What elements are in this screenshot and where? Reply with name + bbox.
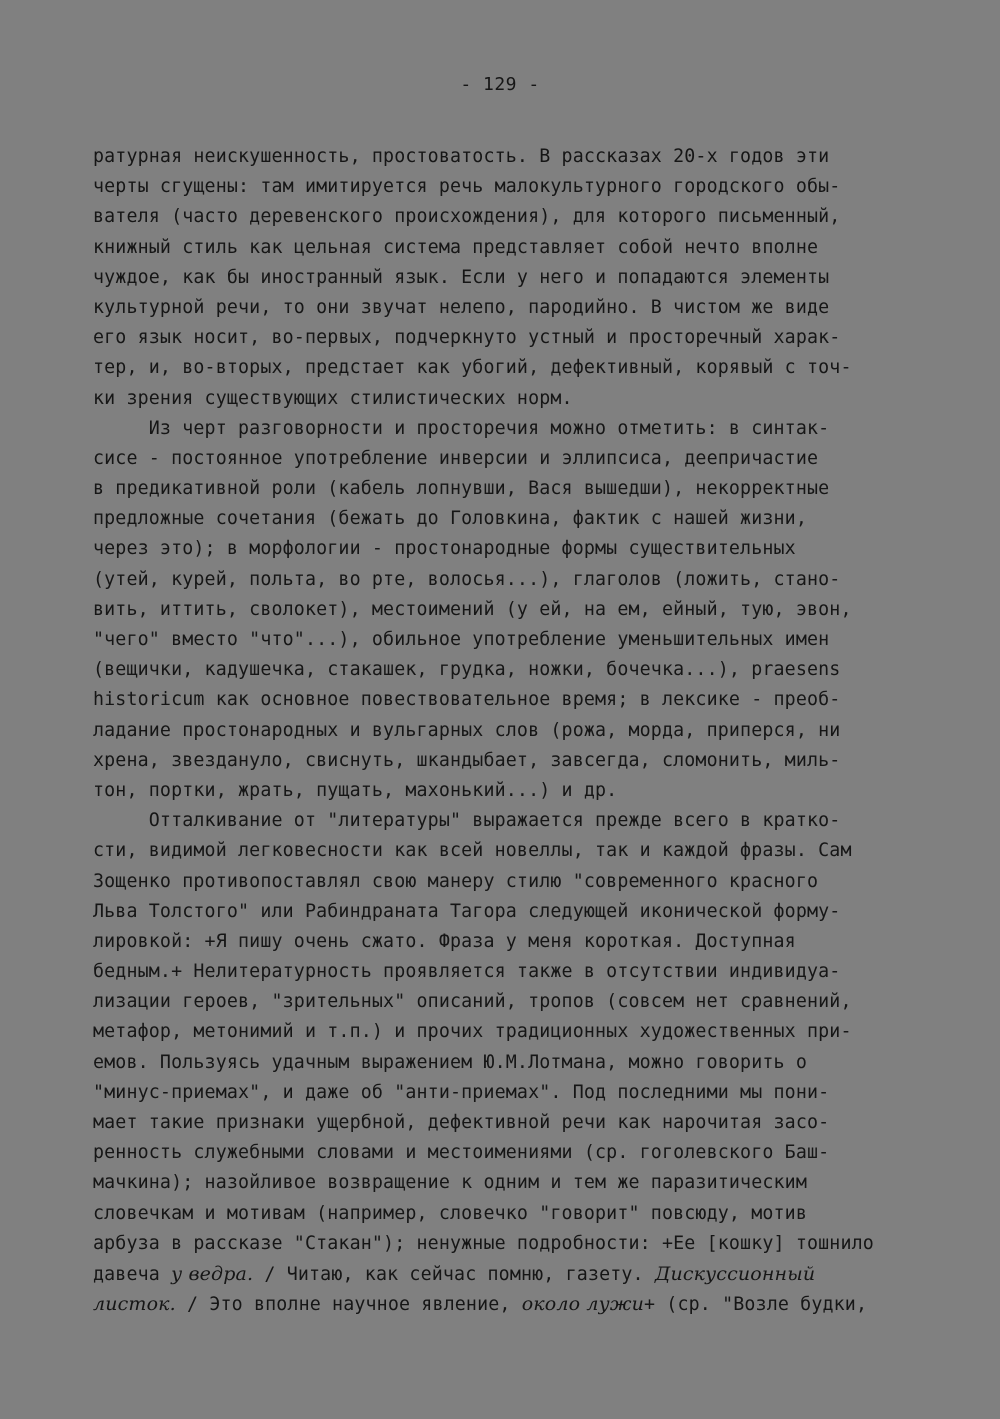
italic-quote: Дискуссионный [654, 1262, 816, 1285]
text-line: мает такие признаки ущербной, дефективной речи как нарочитая засо- [93, 1112, 830, 1133]
text-line: чуждое, как бы иностранный язык. Если у него и попадаются элементы [93, 266, 830, 288]
text-line: вателя (часто деревенского происхождения), для которого письменный, [93, 206, 841, 228]
text-line: ратурная неискушенность, простоватость. В рассказах 20-х годов эти [93, 146, 830, 167]
text-line: мачкина); назойливое возвращение к одним и тем же паразитическим [93, 1172, 807, 1194]
body-text [93, 142, 933, 1319]
text-line: ладание простонародных и вульгарных слов (рожа, морда, приперся, ни [93, 719, 841, 741]
italic-quote: листок. [93, 1293, 176, 1316]
text-line: культурной речи, то они звучат нелепо, пародийно. В чистом же виде [93, 296, 830, 318]
text-line: метафор, метонимий и т.п.) и прочих традиционных художественных при- [93, 1021, 852, 1043]
text-line: лизации героев, "зрительных" описаний, тропов (совсем нет сравнений, [93, 991, 852, 1013]
italic-quote: около лужи [521, 1293, 644, 1316]
text-line: Отталкивание от "литературы" выражается прежде всего в кратко- [93, 810, 841, 832]
text-line: (вещички, кадушечка, стакашек, грудка, ножки, бочечка...), praesens [93, 659, 841, 681]
text-segment: + (ср. "Возле будки, [643, 1294, 868, 1316]
text-line: хрена, звездануло, свиснуть, шкандыбает, завсегда, сломонить, миль- [93, 749, 841, 771]
text-line: его язык носит, во-первых, подчеркнуто устный и просторечный харак- [93, 327, 841, 349]
text-segment: / Это вполне научное явление, [175, 1294, 522, 1316]
text-line: арбуза в рассказе "Стакан"); ненужные подробности: +Ее [кошку] тошнило [93, 1232, 874, 1254]
text-line: емов. Пользуясь удачным выражением Ю.М.Лотмана, можно говорить о [93, 1051, 807, 1073]
text-line-mixed [93, 1259, 933, 1289]
text-line: предложные сочетания (бежать до Головкина, фактик с нашей жизни, [93, 508, 807, 530]
text-segment: / Читаю, как сейчас помню, газету. [253, 1263, 655, 1285]
text-line: черты сгущены: там имитируется речь малокультурного городского обы- [93, 176, 841, 198]
text-line: Льва Толстого" или Рабиндраната Тагора следующей иконической форму- [93, 900, 841, 922]
text-line: (утей, курей, польта, во рте, волосья...), глаголов (ложить, стано- [93, 568, 841, 590]
text-line: в предикативной роли (кабель лопнувши, Вася вышедши), некорректные [93, 478, 830, 500]
text-line: книжный стиль как цельная система представляет собой нечто вполне [93, 236, 819, 258]
text-line: тон, портки, жрать, пущать, махонький...) и др. [93, 779, 618, 801]
text-line: вить, иттить, сволокет), местоимений (у ей, на ем, ейный, тую, эвон, [93, 598, 852, 620]
text-segment: давеча [93, 1263, 172, 1285]
page-number: - 129 - [460, 74, 540, 95]
text-line-mixed [93, 1289, 933, 1319]
text-line: тер, и, во-вторых, предстает как убогий, дефективный, корявый с точ- [93, 357, 852, 379]
text-line: лировкой: +Я пишу очень сжато. Фраза у меня короткая. Доступная [93, 930, 796, 952]
italic-quote: у ведра. [171, 1262, 254, 1285]
text-line: "минус-приемах", и даже об "анти-приемах". Под последними мы пони- [93, 1081, 830, 1103]
text-line: Зощенко противопоставлял свою манеру стилю "современного красного [93, 870, 819, 892]
text-line: "чего" вместо "что"...), обильное употребление уменьшительных имен [93, 629, 830, 650]
text-line: Из черт разговорности и просторечия можно отметить: в синтак- [93, 417, 830, 439]
text-line: ренность служебными словами и местоимениями (ср. гоголевского Баш- [93, 1142, 830, 1164]
text-line: словечкам и мотивам (например, словечко "говорит" повсюду, мотив [93, 1202, 807, 1224]
text-line: сти, видимой легковесности как всей новеллы, так и каждой фразы. Сам [93, 840, 852, 862]
text-line: сисе - постоянное употребление инверсии и эллипсиса, деепричастие [93, 447, 819, 469]
text-line: historicum как основное повествовательное время; в лексике - преоб- [93, 689, 841, 711]
text-line: через это); в морфологии - простонародные формы существительных [93, 538, 796, 560]
text-line: ки зрения существующих стилистических норм. [93, 387, 573, 409]
text-line: бедным.+ Нелитературность проявляется также в отсутствии индивидуа- [93, 961, 841, 983]
